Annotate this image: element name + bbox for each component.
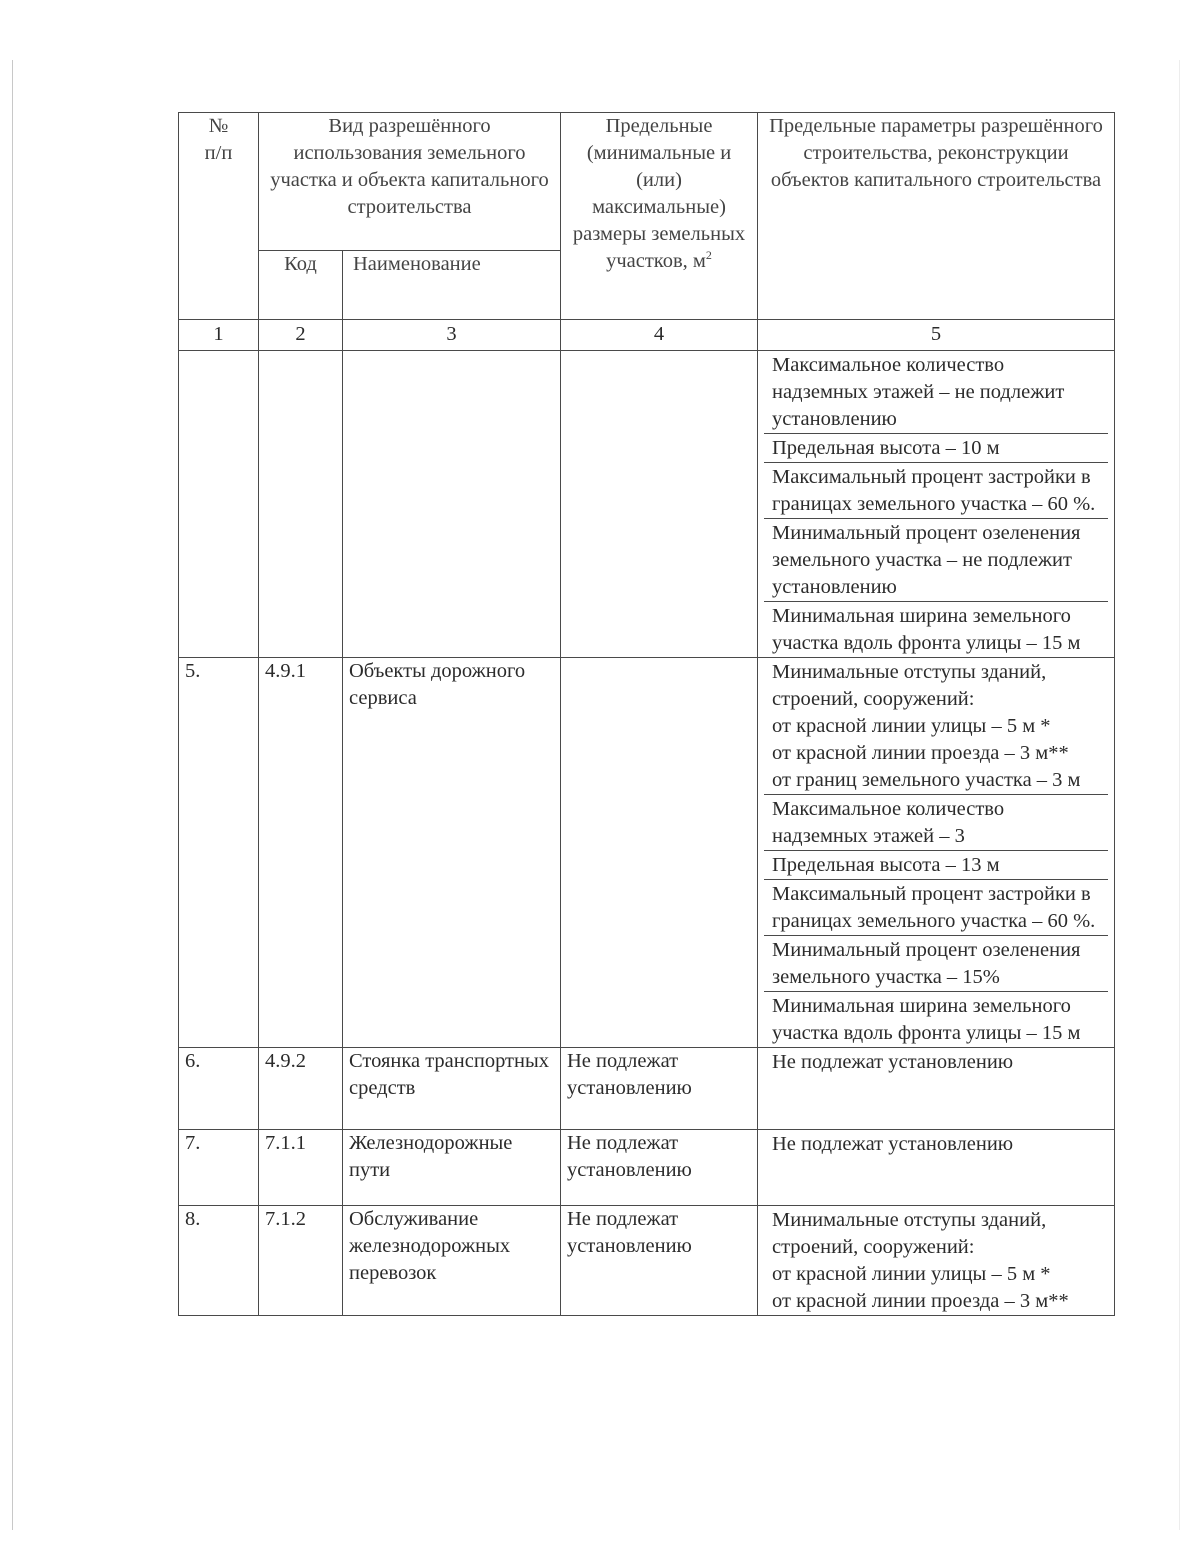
- param-item: Минимальные отступы зданий, строений, сооружений: от красной линии улицы – 5 м * от красной линии проезда – 3 м**: [772, 1209, 1069, 1312]
- param-item: Минимальная ширина земельного участка вдоль фронта улицы – 15 м: [772, 995, 1081, 1044]
- header-plot-size-sup: 2: [705, 248, 712, 263]
- param-item: Не подлежат установлению: [772, 1133, 1014, 1155]
- row-number: 5.: [179, 658, 259, 1048]
- row-number: 8.: [179, 1206, 259, 1316]
- param-item: Максимальное количество надземных этажей – 3: [764, 795, 1108, 851]
- table-row: [179, 1130, 1115, 1206]
- land-use-table: [178, 112, 1115, 1316]
- row-number: 7.: [179, 1130, 259, 1206]
- column-number: 3: [343, 320, 561, 351]
- column-number: 2: [259, 320, 343, 351]
- header-code: Код: [259, 251, 343, 320]
- row-name: Объекты дорожного сервиса: [343, 658, 561, 1048]
- table-row: [179, 1048, 1115, 1130]
- row-params: [758, 658, 1115, 1048]
- param-item: Максимальный процент застройки в границах земельного участка – 60 %.: [764, 463, 1108, 519]
- header-number: № п/п: [179, 113, 259, 320]
- param-item: Предельная высота – 10 м: [764, 434, 1108, 463]
- row-params: [758, 1130, 1115, 1206]
- row-code: 4.9.2: [259, 1048, 343, 1130]
- row-code: 7.1.2: [259, 1206, 343, 1316]
- param-item: Предельная высота – 13 м: [764, 851, 1108, 880]
- row-code: [259, 351, 343, 658]
- row-params: [758, 1206, 1115, 1316]
- column-number: 5: [758, 320, 1115, 351]
- row-number: [179, 351, 259, 658]
- row-code: 4.9.1: [259, 658, 343, 1048]
- header-plot-size: [561, 113, 758, 320]
- param-item: Максимальное количество надземных этажей – не подлежит установлению: [764, 351, 1108, 434]
- table-row: [179, 351, 1115, 658]
- row-plot-size: Не подлежат установлению: [561, 1206, 758, 1316]
- param-item: Минимальные отступы зданий, строений, сооружений: от красной линии улицы – 5 м * от красной линии проезда – 3 м** от границ земельного участка – 3 м: [764, 658, 1108, 795]
- row-name: Обслуживание железнодорожных перевозок: [343, 1206, 561, 1316]
- row-name: [343, 351, 561, 658]
- column-number: 4: [561, 320, 758, 351]
- row-number: 6.: [179, 1048, 259, 1130]
- row-plot-size: Не подлежат установлению: [561, 1130, 758, 1206]
- row-params: [758, 1048, 1115, 1130]
- param-item: Не подлежат установлению: [772, 1051, 1014, 1073]
- header-params: Предельные параметры разрешённого строительства, реконструкции объектов капитального строительства: [758, 113, 1115, 320]
- row-plot-size: [561, 658, 758, 1048]
- row-plot-size: [561, 351, 758, 658]
- param-item: Минимальный процент озеленения земельного участка – не подлежит установлению: [764, 519, 1108, 602]
- table-row: [179, 658, 1115, 1048]
- row-params: [758, 351, 1115, 658]
- param-item: Минимальная ширина земельного участка вдоль фронта улицы – 15 м: [772, 605, 1081, 654]
- param-item: Максимальный процент застройки в границах земельного участка – 60 %.: [764, 880, 1108, 936]
- row-plot-size: Не подлежат установлению: [561, 1048, 758, 1130]
- column-number: 1: [179, 320, 259, 351]
- row-name: Стоянка транспортных средств: [343, 1048, 561, 1130]
- scan-edge: [12, 60, 13, 1530]
- table-row: [179, 1206, 1115, 1316]
- header-name: Наименование: [343, 251, 561, 320]
- row-name: Железнодорожные пути: [343, 1130, 561, 1206]
- param-item: Минимальный процент озеленения земельного участка – 15%: [764, 936, 1108, 992]
- header-plot-size-text: Предельные (минимальные и (или) максимальные) размеры земельных участков, м: [572, 115, 746, 272]
- row-code: 7.1.1: [259, 1130, 343, 1206]
- header-use-type: Вид разрешённого использования земельного участка и объекта капитального строительства: [259, 113, 561, 251]
- scan-edge: [1179, 60, 1180, 1530]
